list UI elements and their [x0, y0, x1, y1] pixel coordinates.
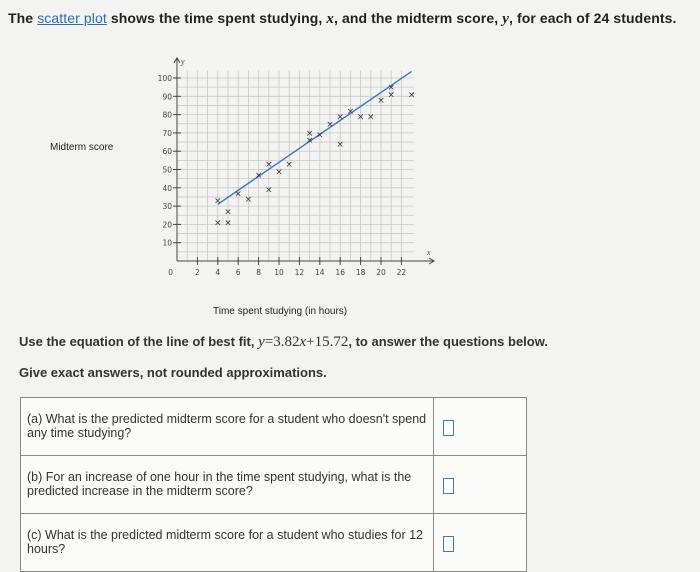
data-point: × [336, 112, 344, 123]
x-tick-label: 18 [355, 268, 366, 277]
x-tick-label: 4 [215, 268, 221, 277]
y-tick-label: 30 [162, 202, 172, 212]
eq-mid: =3.82 [264, 334, 300, 350]
data-point: × [326, 119, 334, 130]
y-tick-label: 20 [162, 220, 172, 230]
data-point: × [265, 160, 273, 171]
intro-prefix: The [8, 10, 34, 26]
data-point: × [285, 160, 293, 171]
data-point: × [407, 90, 416, 101]
data-point: × [336, 139, 344, 150]
eq-end: +15.72 [306, 334, 349, 350]
answer-b-input[interactable] [443, 478, 454, 494]
questions-table [20, 397, 527, 572]
data-point: × [265, 185, 273, 196]
scatter-plot [140, 44, 430, 284]
x-tick-label: 2 [195, 268, 200, 277]
data-point: × [387, 90, 395, 101]
answer-b-cell [434, 456, 527, 514]
x-tick-label: 16 [335, 268, 345, 277]
problem-statement [8, 10, 677, 28]
y-tick-label: 80 [162, 110, 172, 120]
answer-a-input[interactable] [443, 420, 454, 436]
data-point: × [377, 95, 385, 106]
y-axis-label: Midterm score [50, 142, 114, 153]
instructions-equation [19, 334, 548, 351]
eq-x: x [299, 334, 307, 350]
y-tick-label: 60 [162, 147, 172, 157]
data-point: × [316, 130, 324, 141]
answer-c-cell [434, 514, 527, 572]
data-point: × [224, 207, 232, 218]
var-x: x [326, 11, 334, 27]
y-tick-label: 100 [157, 74, 172, 83]
x-tick-label: 6 [235, 268, 241, 277]
eq-y: y [258, 334, 265, 350]
question-row-a [21, 398, 527, 456]
y-tick-label: 10 [162, 238, 172, 248]
data-point: × [356, 112, 365, 123]
data-point: × [254, 170, 263, 181]
question-c-text: (c) What is the predicted midterm score for a student who studies for 12 hours? [21, 514, 434, 572]
question-row-c [21, 514, 527, 572]
x-tick-label: 12 [294, 268, 305, 277]
instructions-prefix: Use the equation of the line of best fit, [19, 334, 255, 349]
x-tick-label: 10 [274, 268, 284, 277]
answer-a-cell [434, 398, 527, 456]
data-point: × [234, 189, 242, 200]
instructions-exact: Give exact answers, not rounded approximations. [19, 365, 327, 380]
data-point: × [224, 218, 232, 229]
question-b-text: (b) For an increase of one hour in the time spent studying, what is the predicted increase in the midterm score? [21, 456, 434, 514]
y-tick-label: 40 [162, 183, 172, 193]
data-point: × [367, 112, 375, 123]
data-point: × [387, 83, 395, 94]
intro-middle: shows the time spent studying, [110, 10, 323, 26]
x-axis-symbol: x [427, 248, 431, 257]
intro-suffix: , for each of 24 students. [508, 10, 677, 26]
data-point: × [305, 128, 314, 139]
data-point: × [214, 218, 222, 229]
best-fit-line [218, 71, 412, 204]
origin-label: 0 [168, 268, 173, 277]
var-y: y [502, 11, 509, 27]
best-fit-equation [258, 334, 348, 350]
question-row-b [21, 456, 527, 514]
x-tick-label: 22 [396, 268, 407, 277]
y-tick-label: 50 [162, 165, 172, 175]
y-tick-label: 70 [162, 128, 172, 138]
question-a-text: (a) What is the predicted midterm score for a student who doesn't spend any time studying? [21, 398, 434, 456]
data-point: × [346, 106, 355, 117]
y-axis-symbol: y [181, 56, 185, 66]
data-point: × [214, 196, 222, 207]
y-tick-label: 90 [162, 92, 172, 102]
x-tick-label: 14 [315, 268, 325, 277]
x-axis-label: Time spent studying (in hours) [213, 306, 348, 317]
data-point: × [275, 167, 283, 178]
data-point: × [244, 194, 253, 205]
x-tick-label: 8 [256, 268, 261, 277]
data-point: × [305, 136, 314, 147]
intro-and: , and the midterm score, [333, 10, 499, 26]
x-tick-label: 20 [376, 268, 386, 277]
instructions-suffix: , to answer the questions below. [348, 334, 548, 349]
scatter-plot-link[interactable]: scatter plot [37, 10, 107, 26]
answer-c-input[interactable] [443, 536, 454, 552]
